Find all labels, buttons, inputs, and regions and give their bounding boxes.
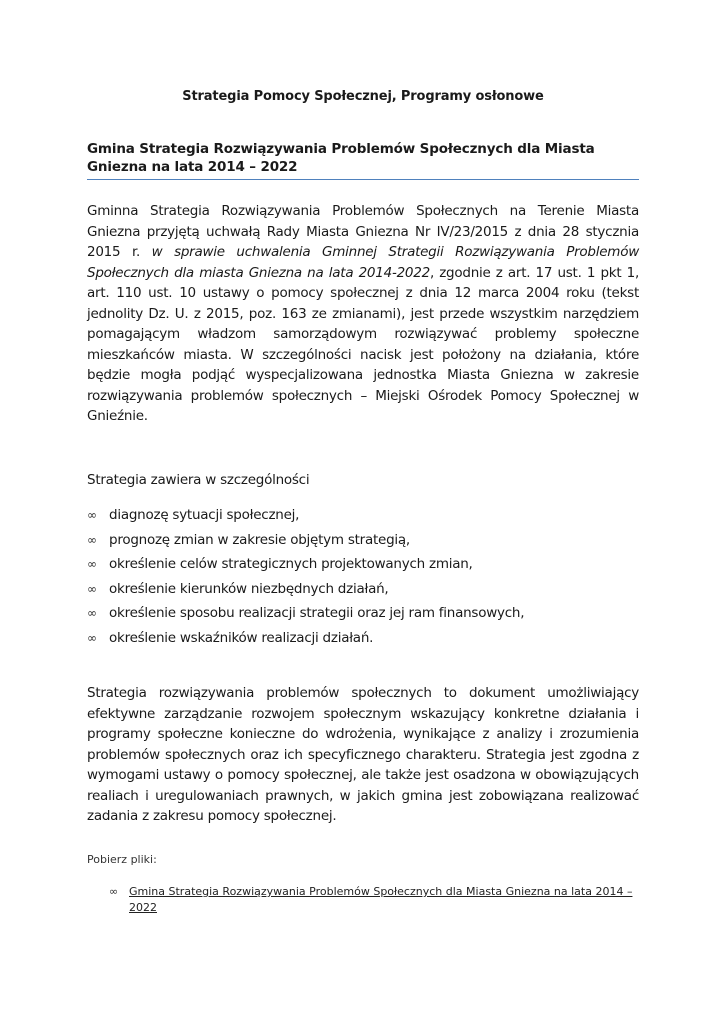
list-item-text: określenie kierunków niezbędnych działań, bbox=[109, 580, 389, 597]
infinity-bullet-icon: ∞ bbox=[87, 508, 97, 522]
list-item bbox=[87, 579, 639, 604]
infinity-bullet-icon: ∞ bbox=[87, 557, 97, 572]
section-heading: Gmina Strategia Rozwiązywania Problemów Społecznych dla Miasta Gniezna na lata 2014 – 2022 bbox=[87, 140, 639, 180]
infinity-bullet-icon: ∞ bbox=[109, 885, 119, 898]
list-item-text: diagnozę sytuacji społecznej, bbox=[109, 507, 300, 523]
download-file-link[interactable]: Gmina Strategia Rozwiązywania Problemów Społecznych dla Miasta Gniezna na lata 2014 – 2022 bbox=[129, 885, 633, 914]
list-item bbox=[87, 554, 639, 579]
page-title: Strategia Pomocy Społecznej, Programy osłonowe bbox=[182, 89, 544, 104]
list-item bbox=[87, 628, 639, 653]
list-item bbox=[87, 530, 639, 555]
list-item-text: prognozę zmian w zakresie objętym strategią, bbox=[109, 531, 410, 548]
intro-paragraph-text: Gminna Strategia Rozwiązywania Problemów Społecznych na Terenie Miasta Gniezna przyjętą uchwałą Rady Miasta Gniezna Nr IV/23/2015 z dnia 28 stycznia 2015 r. bbox=[87, 203, 639, 260]
infinity-bullet-icon: ∞ bbox=[87, 532, 97, 547]
list-intro: Strategia zawiera w szczególności bbox=[87, 472, 310, 488]
strategy-description-paragraph: Strategia rozwiązywania problemów społecznych to dokument umożliwiający efektywne zarządzanie rozwojem społecznym wskazujący konkretne działania i programy społeczne konieczne do wdrożenia, wynikające z analizy i zrozumienia problemów społecznych oraz ich specyficznego charakteru. Strategia jest zgodna z wymogami ustawy o pomocy społecznej, ale także jest osadzona w obowiązujących realiach i uregulowaniach prawnych, w jakich gmina jest zobowiązana realizować zadania z zakresu pomocy społecznej. bbox=[87, 685, 639, 824]
list-item-text: określenie sposobu realizacji strategii oraz jej ram finansowych, bbox=[109, 605, 525, 622]
strategy-contents-list bbox=[87, 505, 639, 653]
list-item bbox=[87, 505, 639, 530]
list-item bbox=[87, 603, 639, 628]
intro-paragraph-continuation: , zgodnie z art. 17 ust. 1 pkt 1, art. 110 ust. 10 ustawy o pomocy społecznej z dnia 12 marca 2004 roku (tekst jednolity Dz. U. z 2015, poz. 163 ze zmianami), jest przede wszystkim narzędziem pomagającym władzom samorządowym rozwiązywać problemy społeczne mieszkańców miasta. W szczególności nacisk jest położony na działania, które będzie mogła podjąć wyspecjalizowana jednostka Miasta Gniezna w zakresie rozwiązywania problemów społecznych – Miejski Ośrodek Pomocy Społecznej w Gnieźnie. bbox=[87, 264, 640, 424]
list-item-text: określenie celów strategicznych projektowanych zmian, bbox=[109, 556, 473, 573]
infinity-bullet-icon: ∞ bbox=[87, 581, 97, 596]
infinity-bullet-icon: ∞ bbox=[87, 606, 97, 621]
list-item-text: określenie wskaźników realizacji działań. bbox=[109, 629, 374, 646]
infinity-bullet-icon: ∞ bbox=[87, 630, 97, 645]
intro-paragraph bbox=[87, 201, 639, 427]
downloads-label: Pobierz pliki: bbox=[87, 853, 157, 866]
resolution-title-italic: w sprawie uchwalenia Gminnej Strategii Rozwiązywania Problemów Społecznych dla miasta Gniezna na lata 2014-2022 bbox=[87, 244, 639, 281]
